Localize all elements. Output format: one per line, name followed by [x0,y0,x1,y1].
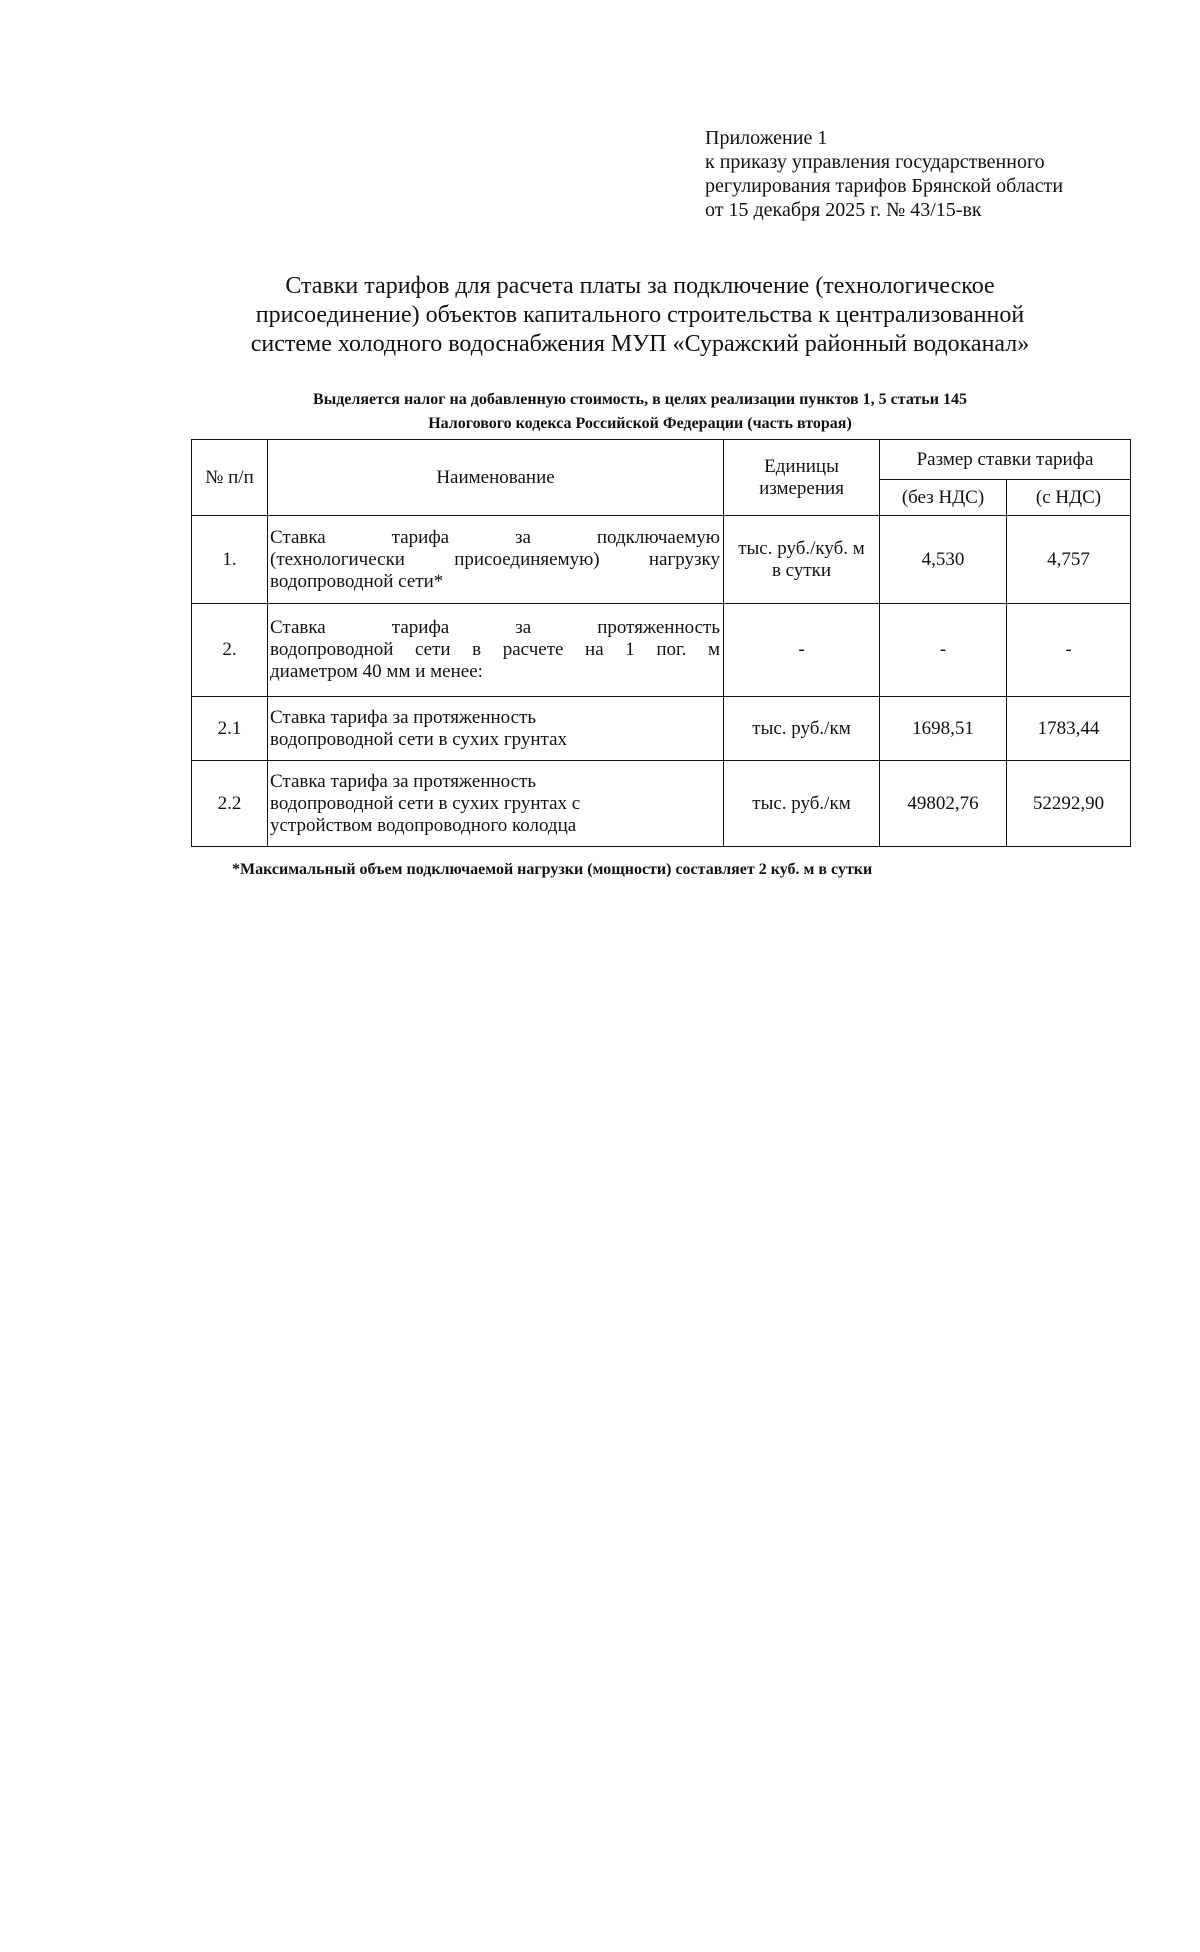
row-unit [724,697,880,761]
row-without-vat: 4,530 [880,516,1007,604]
header-rate: Размер ставки тарифа [880,440,1131,480]
row-name-line: водопроводной сети в расчете на 1 пог. м [270,639,720,660]
vat-note-line-2: Налогового кодекса Российской Федерации (часть вторая) [428,415,852,432]
table-row [192,516,1131,604]
row-unit [724,761,880,847]
row-with-vat: 1783,44 [1007,697,1131,761]
row-unit-line: тыс. руб./км [752,717,851,739]
row-name-line: водопроводной сети в сухих грунтах с [270,792,581,814]
row-name [268,604,724,697]
title-line-3: системе холодного водоснабжения МУП «Суражский районный водоканал» [250,331,1030,357]
footnote: *Максимальный объем подключаемой нагрузки (мощности) составляет 2 куб. м в сутки [232,861,873,878]
table-header-row [192,440,1131,480]
row-name [268,516,724,604]
document-title [190,272,1090,359]
table-row [192,604,1131,697]
title-line-2: присоединение) объектов капитального строительства к централизованной [255,302,1025,328]
row-without-vat: 49802,76 [880,761,1007,847]
row-with-vat: 52292,90 [1007,761,1131,847]
tariff-table [191,439,1131,847]
row-without-vat: 1698,51 [880,697,1007,761]
row-with-vat: 4,757 [1007,516,1131,604]
row-num: 2. [192,604,268,697]
appendix-line-2: к приказу управления государственного [705,151,1045,173]
row-name-line: Ставка тарифа за подключаемую [270,526,720,548]
row-name-line: водопроводной сети в сухих грунтах [270,728,567,750]
table-row [192,697,1131,761]
header-unit [724,440,880,516]
row-name [268,697,724,761]
row-name-line: Ставка тарифа за протяженность [270,617,720,638]
title-line-1: Ставки тарифов для расчета платы за подключение (технологическое [285,273,995,299]
header-name: Наименование [268,440,724,516]
appendix-line-4: от 15 декабря 2025 г. № 43/15-вк [705,199,982,221]
row-unit-line: - [798,639,805,660]
row-num: 2.1 [192,697,268,761]
row-with-vat: - [1007,604,1131,697]
row-unit-line: в сутки [771,559,832,581]
row-name [268,761,724,847]
row-name-line: диаметром 40 мм и менее: [270,661,483,682]
appendix-line-1: Приложение 1 [705,127,828,149]
row-name-line: водопроводной сети* [270,570,444,592]
appendix-line-3: регулирования тарифов Брянской области [705,175,1064,197]
row-num: 2.2 [192,761,268,847]
row-unit [724,516,880,604]
row-unit-line: тыс. руб./км [752,792,851,814]
row-name-line: устройством водопроводного колодца [270,814,577,836]
row-num: 1. [192,516,268,604]
header-without-vat: (без НДС) [880,480,1007,516]
appendix-header [705,126,1063,222]
row-unit [724,604,880,697]
row-unit-line: тыс. руб./куб. м [738,537,865,559]
table-row [192,761,1131,847]
row-name-line: Ставка тарифа за протяженность [270,706,537,728]
header-with-vat: (с НДС) [1007,480,1131,516]
header-num: № п/п [192,440,268,516]
header-unit-line-2: измерения [759,477,844,499]
row-name-line: (технологически присоединяемую) нагрузку [270,548,720,570]
header-unit-line-1: Единицы [764,455,839,477]
row-without-vat: - [880,604,1007,697]
vat-note-line-1: Выделяется налог на добавленную стоимость, в целях реализации пунктов 1, 5 статьи 145 [313,391,967,408]
row-name-line: Ставка тарифа за протяженность [270,770,537,792]
vat-note [190,388,1090,436]
